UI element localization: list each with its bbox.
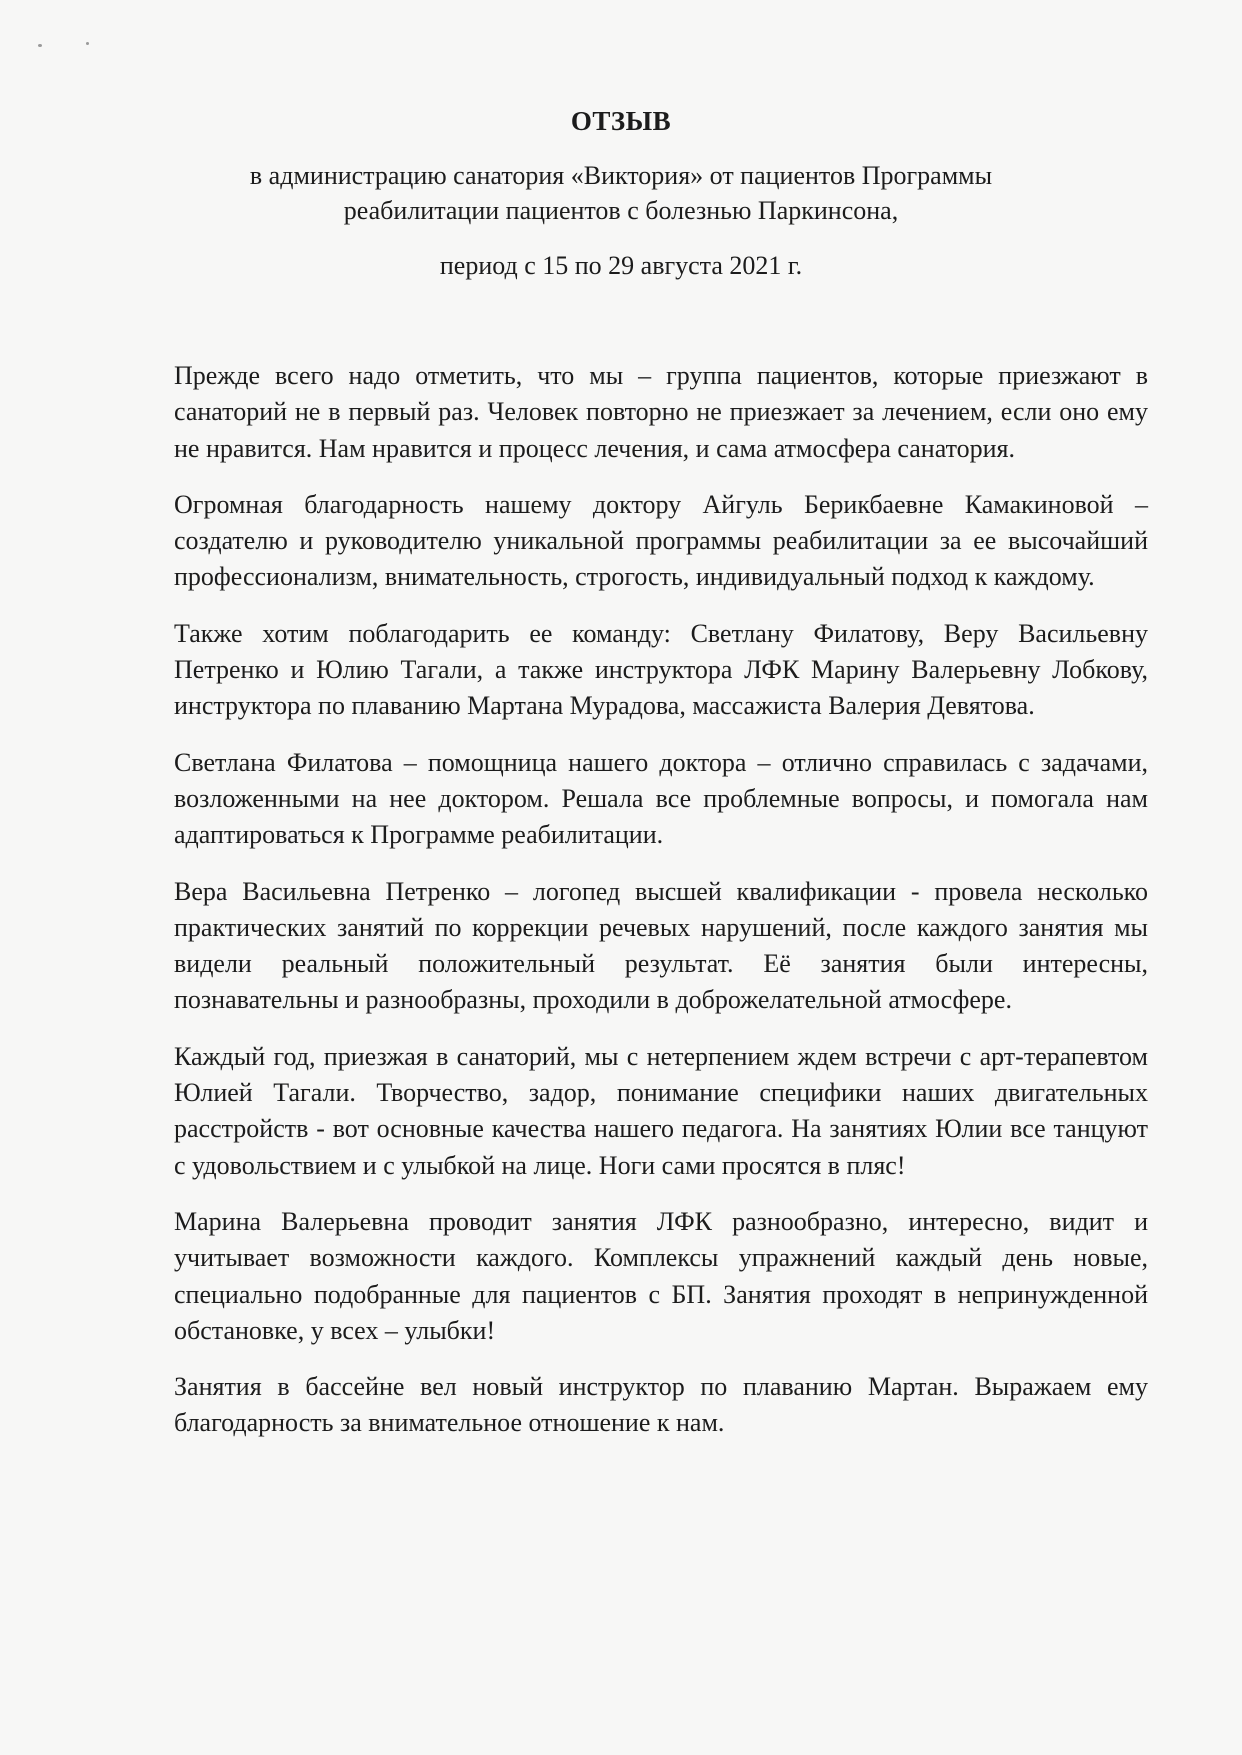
document-subtitle <box>0 158 1242 228</box>
paragraph: Также хотим поблагодарить ее команду: Светлану Филатову, Веру Васильевну Петренко и Юлию Тагали, а также инструктора ЛФК Марину Валерьевну Лобкову, инструктора по плаванию Мартана Мурадова, массажиста Валерия Девятова. <box>174 618 1148 721</box>
document-body <box>174 358 1148 1462</box>
paragraph: Огромная благодарность нашему доктору Айгуль Берикбаевне Камакиновой – создателю и руководителю уникальной программы реабилитации за ее высочайший профессионализм, внимательность, строгость, индивидуальный подход к каждому. <box>174 489 1148 592</box>
paragraph: Каждый год, приезжая в санаторий, мы с нетерпением ждем встречи с арт-терапевтом Юлией Тагали. Творчество, задор, понимание специфики наших двигательных расстройств - вот основные качества нашего педагога. На занятиях Юлии все танцуют с удовольствием и с улыбкой на лице. Ноги сами просятся в пляс! <box>174 1041 1148 1180</box>
paragraph: Светлана Филатова – помощница нашего доктора – отлично справилась с задачами, возложенными на нее доктором. Решала все проблемные вопросы, и помогала нам адаптироваться к Программе реабилитации. <box>174 747 1148 850</box>
scan-speck <box>38 44 42 47</box>
scan-speck <box>86 42 89 45</box>
document-title: ОТЗЫВ <box>570 106 672 136</box>
paragraph: Занятия в бассейне вел новый инструктор по плаванию Мартан. Выражаем ему благодарность за внимательное отношение к нам. <box>174 1372 1148 1438</box>
paragraph: Прежде всего надо отметить, что мы – группа пациентов, которые приезжают в санаторий не в первый раз. Человек повторно не приезжает за лечением, если оно ему не нравится. Нам нравится и процесс лечения, и сама атмосфера санатория. <box>174 361 1148 463</box>
paragraph: Марина Валерьевна проводит занятия ЛФК разнообразно, интересно, видит и учитывает возможности каждого. Комплексы упражнений каждый день новые, специально подобранные для пациентов с БП. Занятия проходят в непринужденной обстановке, у всех – улыбки! <box>174 1206 1148 1345</box>
paragraph: Вера Васильевна Петренко – логопед высшей квалификации - провела несколько практических занятий по коррекции речевых нарушений, после каждого занятия мы видели реальный положительный результат. Её занятия были интересны, познавательны и разнообразны, проходили в доброжелательной атмосфере. <box>174 876 1148 1015</box>
document-period: период с 15 по 29 августа 2021 г. <box>439 251 803 280</box>
subtitle-line: реабилитации пациентов с болезнью Паркинсона, <box>343 196 899 225</box>
subtitle-line: в администрацию санатория «Виктория» от пациентов Программы <box>249 161 993 190</box>
